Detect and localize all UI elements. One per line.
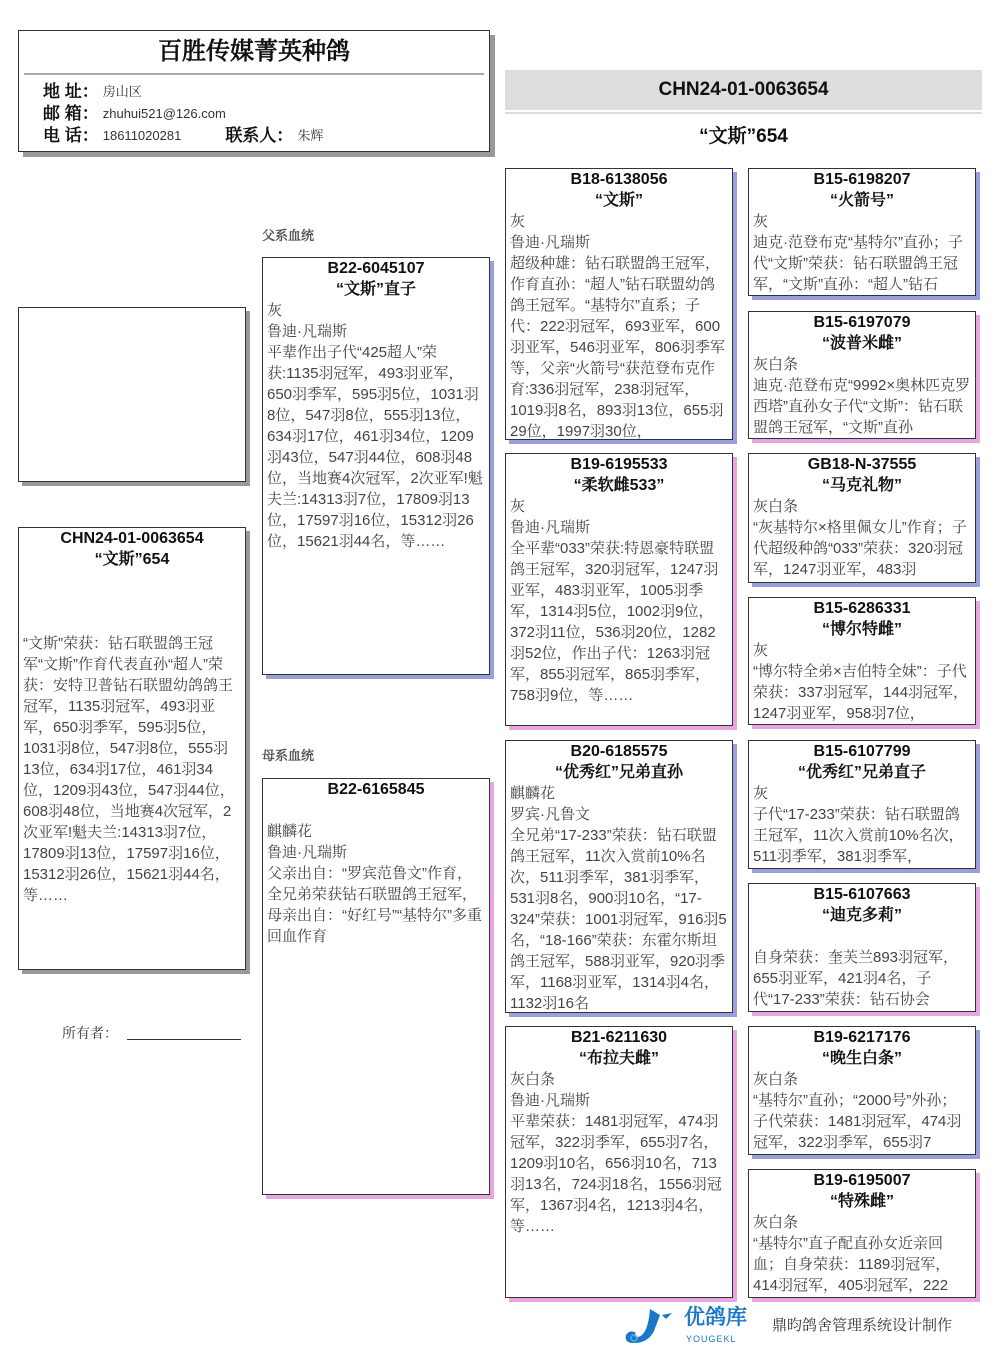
pedigree-card-sss [748, 168, 976, 296]
pedigree-card-ss [505, 168, 733, 440]
pigeon-detail [23, 612, 241, 633]
pigeon-description: “文斯”荣获：钻石联盟鸽王冠军“文斯”作育代表直孙“超人”荣获：安特卫普钻石联盟幼鸽鸽王冠军，1135羽冠军，493羽亚军，650羽季军，595羽5位，1031羽8位，547羽8位，555羽13位，634羽17位，461羽34位，1209羽43位，547羽44位，608羽48位，当地赛4次冠军，2次亚军!魁夫兰:14313羽7位，17809羽13位，17597羽16位，15312羽26位，15621羽44名，等…… [23, 635, 235, 904]
pigeon-description: 父亲出自：“罗宾范鲁文”作育，全兄弟荣获钻石联盟鸽王冠军，母亲出自：“好红号”“基特尔”多重回血作育 [267, 865, 482, 945]
address-label: 地 址： [43, 82, 99, 101]
ring-number: B15-6107799 [813, 743, 911, 760]
contact-value: 朱辉 [297, 128, 324, 143]
ring-number: B22-6165845 [327, 781, 425, 798]
pedigree-card-subject [18, 527, 246, 970]
ring-number: B15-6286331 [813, 600, 911, 617]
ring-number: B15-6107663 [813, 886, 911, 903]
ring-number: B18-6138056 [570, 171, 668, 188]
pigeon-detail: 灰 [510, 213, 526, 230]
pigeon-description: “灰基特尔×格里佩女儿”作育；子代超级种鸽“033”荣获：320羽冠军，1247羽亚军，483羽 [753, 519, 967, 578]
pigeon-detail: 鲁迪·凡瑞斯 [267, 844, 347, 861]
ring-number: B19-6195533 [570, 456, 668, 473]
pigeon-detail: 灰 [510, 498, 526, 515]
pigeon-name: “晚生白条” [821, 1050, 902, 1067]
pedigree-card-sdd [748, 597, 976, 725]
address-row [43, 81, 142, 102]
address-value: 房山区 [102, 84, 142, 99]
divider [505, 112, 982, 114]
pigeon-photo-placeholder [18, 307, 246, 482]
pigeon-description: 迪克·范登布克“基特尔”直孙；子代“文斯”荣获：钻石联盟鸽王冠军，“文斯”直孙：“超人”钻石 [753, 234, 963, 293]
pigeon-name: “迪克多莉” [821, 907, 902, 924]
owner-signature-line [127, 1039, 241, 1040]
subject-name-banner: “文斯”654 [699, 126, 788, 147]
dam-section-label: 母系血统 [262, 748, 315, 763]
phone-label: 电 话： [43, 126, 99, 145]
phone-row [43, 125, 323, 146]
pigeon-detail: 鲁迪·凡瑞斯 [267, 323, 347, 340]
pigeon-name: “文斯”直子 [335, 281, 416, 298]
pigeon-description: 全平辈“033”荣获:特恩豪特联盟鸽王冠军，320羽冠军，1247羽亚军，483羽亚军，1005羽季军，1314羽5位，1002羽9位，372羽11位，536羽20位，1282羽52位，作出子代：1263羽冠军，855羽冠军，865羽季军，758羽9位，等…… [510, 540, 719, 704]
pigeon-name [267, 800, 485, 821]
ring-number: B19-6195007 [813, 1172, 911, 1189]
pigeon-name: “火箭号” [829, 192, 894, 209]
pigeon-name: “特殊雌” [829, 1193, 894, 1210]
pigeon-detail: 罗宾·凡鲁文 [510, 806, 590, 823]
pigeon-description: 平辈荣获：1481羽冠军，474羽冠军，322羽季军，655羽7名，1209羽10名，656羽10名，713羽13名，724羽18名，1556羽冠军，1367羽4名，1213羽4名，等…… [510, 1113, 722, 1235]
pigeon-detail: 鲁迪·凡瑞斯 [510, 519, 590, 536]
subject-ring-banner: CHN24-01-0063654 [505, 70, 982, 110]
pigeon-description: “基特尔”直孙；“2000号”外孙；子代荣获：1481羽冠军，474羽冠军，322羽季军，655羽7 [753, 1092, 962, 1151]
pigeon-description: “基特尔”直子配直孙女近亲回血；自身荣获：1189羽冠军，414羽冠军，405羽冠军，222 [753, 1235, 951, 1294]
pedigree-card-ds [505, 740, 733, 1013]
pigeon-detail: 鲁迪·凡瑞斯 [510, 234, 590, 251]
pigeon-name: “波普米雌” [821, 335, 902, 352]
pigeon-detail: 灰 [753, 785, 769, 802]
pedigree-card-ssd [748, 311, 976, 439]
pigeon-description: 超级种雄：钻石联盟鸽王冠军，作育直孙：“超人”钻石联盟幼鸽鸽王冠军。“基特尔”直系；子代：222羽冠军，693亚军，600羽亚军，546羽亚军，806羽季军等，父亲“火箭号“获范登布克作育:336羽冠军，238羽冠军，1019羽8名，893羽13位，655羽29位，1997羽30位， [510, 255, 726, 440]
pedigree-card-dam [262, 778, 490, 1195]
pigeon-name: “马克礼物” [821, 477, 902, 494]
pigeon-name: “文斯”654 [94, 551, 170, 568]
sire-section-label: 父系血统 [262, 228, 315, 243]
pigeon-description: 子代“17-233”荣获：钻石联盟鸽王冠军，11次入赏前10%名次，511羽季军，381羽季军， [753, 806, 964, 865]
logo-subtext: YOUGEKL [686, 1334, 737, 1344]
contact-label: 联系人： [225, 126, 294, 145]
pigeon-name: “文斯” [594, 192, 643, 209]
pedigree-card-dd [505, 1026, 733, 1298]
pigeon-detail [23, 591, 241, 612]
divider [24, 73, 484, 75]
pigeon-detail: 麒麟花 [510, 785, 556, 802]
pigeon-description: 平辈作出子代“425超人”荣获:1135羽冠军，493羽亚军，650羽季军，595羽5位，1031羽8位，547羽8位，555羽13位，634羽17位，461羽34位，1209羽43位，547羽44位，608羽48位，当地赛4次冠军，2次亚军!魁夫兰:14313羽7位，17809羽13位，17597羽16位，15312羽26位，15621羽44名，等…… [267, 344, 483, 550]
pigeon-detail: 灰白条 [753, 1214, 799, 1231]
owner-label: 所有者： [62, 1025, 118, 1041]
pedigree-card-dss [748, 740, 976, 869]
credit-text: 鼎昀鸽舍管理系统设计制作 [772, 1317, 953, 1334]
pigeon-description: “博尔特全弟×吉伯特全妹”：子代荣获：337羽冠军，144羽冠军，1247羽亚军，958羽7位， [753, 663, 969, 722]
pigeon-name: “布拉夫雌” [578, 1050, 659, 1067]
pedigree-card-sd [505, 453, 733, 726]
pedigree-card-sire [262, 257, 490, 675]
pigeon-detail: 灰白条 [753, 498, 799, 515]
ring-number: GB18-N-37555 [807, 456, 917, 473]
ring-number: B21-6211630 [570, 1029, 668, 1046]
pigeon-name: “柔软雌533” [573, 477, 665, 494]
pigeon-detail: 灰 [753, 213, 769, 230]
email-row [43, 103, 226, 124]
ring-number: B15-6197079 [813, 314, 911, 331]
pigeon-name: “博尔特雌” [821, 621, 902, 638]
pedigree-card-sds [748, 453, 976, 583]
pigeon-detail [23, 570, 241, 591]
yougeku-logo-icon [620, 1305, 680, 1349]
pigeon-description: 自身荣获：奎芙兰893羽冠军，655羽亚军，421羽4名，子代“17-233”荣获：钻石协会 [753, 949, 959, 1008]
ring-number: CHN24-01-0063654 [60, 530, 204, 547]
email-value: zhuhui521@126.com [102, 106, 226, 121]
ring-number: B20-6185575 [570, 743, 668, 760]
pedigree-card-dsd [748, 883, 976, 1012]
pigeon-detail: 灰 [753, 642, 769, 659]
pigeon-detail [753, 926, 971, 947]
pigeon-detail: 灰白条 [753, 356, 799, 373]
pigeon-detail: 鲁迪·凡瑞斯 [510, 1092, 590, 1109]
pigeon-name: “优秀红”兄弟直孙 [554, 764, 683, 781]
ring-number: B15-6198207 [813, 171, 911, 188]
pigeon-detail: 灰白条 [753, 1071, 799, 1088]
pigeon-detail: 灰白条 [510, 1071, 556, 1088]
pigeon-detail: 麒麟花 [267, 823, 313, 840]
logo-text: 优鸽库 [684, 1306, 747, 1329]
breeder-info-card [18, 30, 490, 152]
breeder-title: 百胜传媒菁英种鸽 [158, 38, 350, 65]
phone-value: 18611020281 [102, 128, 182, 143]
pedigree-card-ddd [748, 1169, 976, 1298]
pigeon-description: 全兄弟“17-233”荣获：钻石联盟鸽王冠军，11次入赏前10%名次，511羽季军，381羽季军，531羽8名，900羽10名，“17-324”荣获：1001羽冠军，916羽5名，“18-166”荣获：东霍尔斯坦鸽王冠军，588羽亚军，920羽季军，1168羽亚军，1314羽4名，1132羽16名 [510, 827, 727, 1012]
email-label: 邮 箱： [43, 104, 99, 123]
ring-number: B22-6045107 [327, 260, 425, 277]
pigeon-name: “优秀红”兄弟直子 [797, 764, 926, 781]
pedigree-card-dds [748, 1026, 976, 1155]
pigeon-description: 迪克·范登布克“9992×奥林匹克罗西塔”直孙女子代“文斯”：钻石联盟鸽王冠军，“文斯”直孙 [753, 377, 971, 436]
ring-number: B19-6217176 [813, 1029, 911, 1046]
pigeon-detail: 灰 [267, 302, 283, 319]
